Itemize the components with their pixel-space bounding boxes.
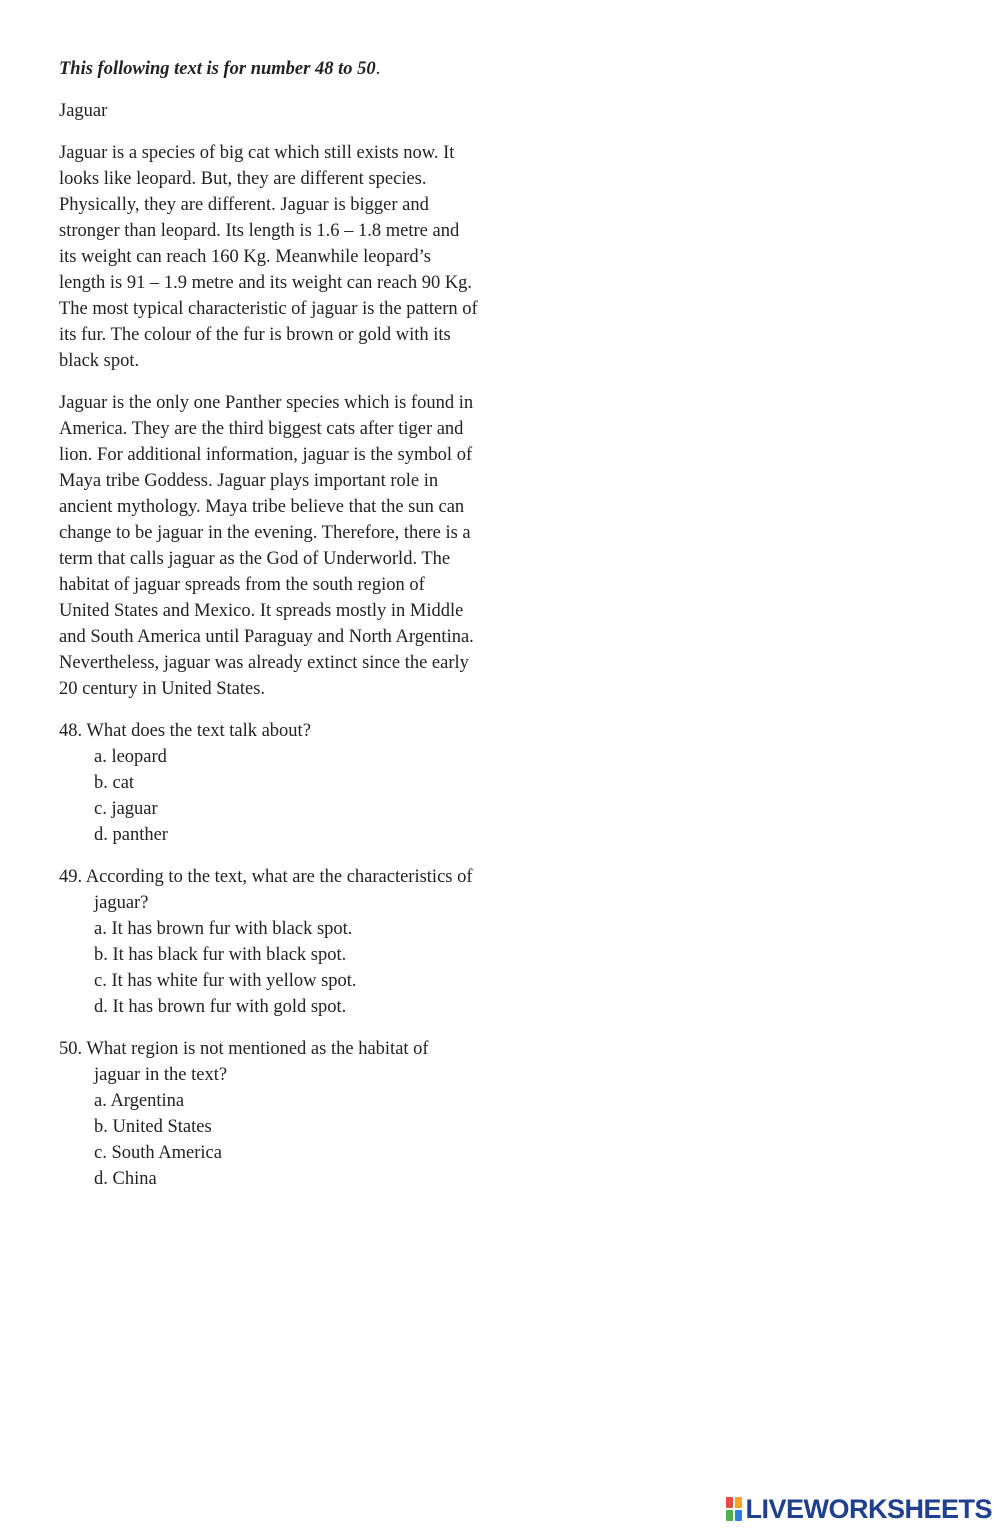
passage-intro-text: This following text is for number 48 to 50 — [59, 59, 376, 79]
question-49 — [59, 864, 479, 1020]
logo-block — [735, 1510, 742, 1521]
answer-option: c. South America — [94, 1143, 222, 1163]
answer-option: b. United States — [94, 1117, 212, 1137]
question-stem: 48. What does the text talk about? — [59, 721, 311, 741]
logo-block — [726, 1510, 733, 1521]
answer-options — [59, 916, 479, 1020]
answer-option: c. It has white fur with yellow spot. — [94, 971, 357, 991]
logo-block — [735, 1497, 742, 1508]
answer-option: d. China — [94, 1169, 157, 1189]
liveworksheets-logo — [726, 1494, 992, 1524]
answer-options — [59, 1088, 479, 1192]
question-stem: 50. What region is not mentioned as the habitat of jaguar in the text? — [59, 1039, 429, 1085]
logo-text: LIVEWORKSHEETS — [745, 1493, 992, 1524]
passage-title: Jaguar — [59, 101, 108, 121]
liveworksheets-logo-icon — [726, 1497, 742, 1521]
passage-intro-period: . — [375, 59, 381, 79]
question-50 — [59, 1036, 479, 1192]
answer-option: b. cat — [94, 773, 135, 793]
worksheet-page — [59, 56, 479, 1208]
answer-option: d. It has brown fur with gold spot. — [94, 997, 347, 1017]
logo-block — [726, 1497, 733, 1508]
answer-option: a. It has brown fur with black spot. — [94, 919, 353, 939]
answer-options — [59, 744, 479, 848]
passage-paragraph-1: Jaguar is a species of big cat which still exists now. It looks like leopard. But, they are different species. Physically, they are different. Jaguar is bigger and stronger than leopard. Its length is 1.6 – 1.8 metre and its weight can reach 160 Kg. Meanwhile leopard’s length is 91 – 1.9 metre and its weight can reach 90 Kg. The most typical characteristic of jaguar is the pattern of its fur. The colour of the fur is brown or gold with its black spot. — [59, 143, 478, 371]
question-stem: 49. According to the text, what are the characteristics of jaguar? — [59, 867, 473, 913]
answer-option: b. It has black fur with black spot. — [94, 945, 347, 965]
answer-option: d. panther — [94, 825, 168, 845]
answer-option: a. leopard — [94, 747, 167, 767]
question-48 — [59, 718, 479, 848]
answer-option: c. jaguar — [94, 799, 158, 819]
answer-option: a. Argentina — [94, 1091, 185, 1111]
passage-intro — [59, 56, 479, 82]
passage-paragraph-2: Jaguar is the only one Panther species which is found in America. They are the third biggest cats after tiger and lion. For additional information, jaguar is the symbol of Maya tribe Goddess. Jaguar plays important role in ancient mythology. Maya tribe believe that the sun can change to be jaguar in the evening. Therefore, there is a term that calls jaguar as the God of Underworld. The habitat of jaguar spreads from the south region of United States and Mexico. It spreads mostly in Middle and South America until Paraguay and North Argentina. Nevertheless, jaguar was already extinct since the early 20 century in United States. — [59, 393, 474, 699]
